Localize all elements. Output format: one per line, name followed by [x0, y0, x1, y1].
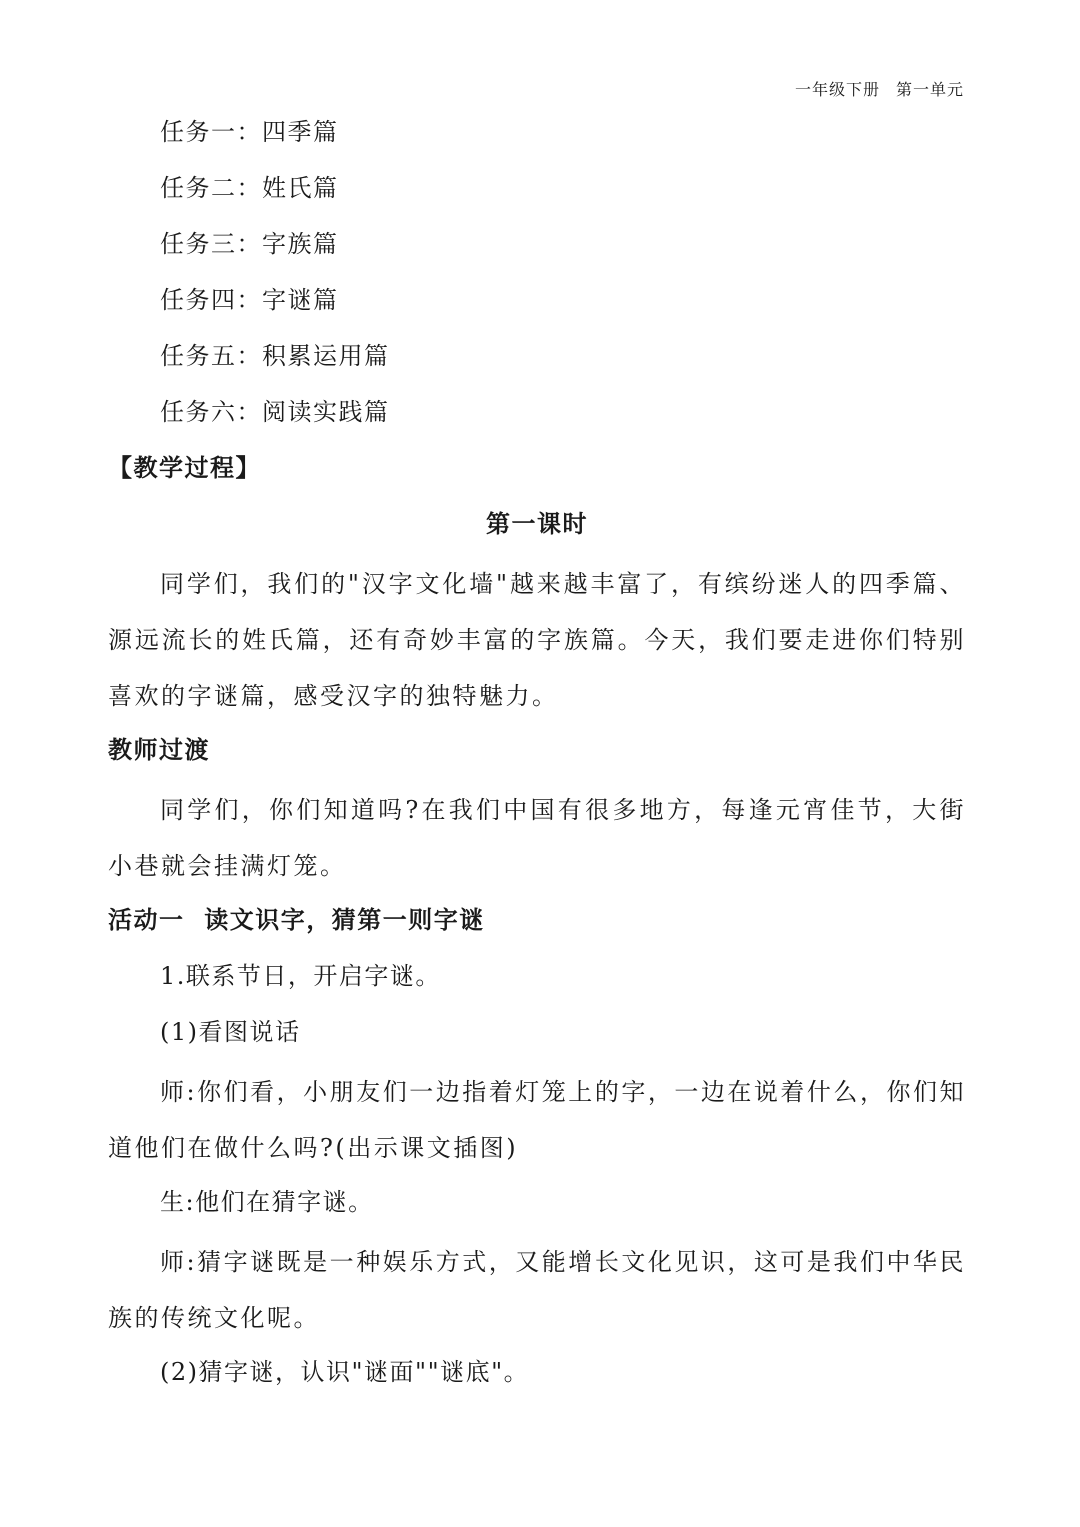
task-item: 任务六：阅读实践篇 [160, 398, 390, 426]
transition-paragraph: 同学们，你们知道吗?在我们中国有很多地方，每逢元宵佳节，大街小巷就会挂满灯笼。 [108, 796, 966, 880]
page-content [108, 108, 966, 1404]
page-header [795, 77, 964, 100]
step-1-1: (1)看图说话 [160, 1018, 301, 1046]
lesson-title: 第一课时 [486, 509, 588, 538]
section-heading: 【教学过程】 [108, 453, 261, 482]
task-item: 任务三：字族篇 [160, 230, 339, 258]
teacher-question-1: 师:你们看，小朋友们一边指着灯笼上的字，一边在说着什么，你们知道他们在做什么吗?(出示课文插图) [108, 1078, 966, 1162]
header-grade: 一年级下册 [794, 80, 880, 99]
task-item: 任务二：姓氏篇 [160, 174, 339, 202]
intro-paragraph: 同学们，我们的"汉字文化墙"越来越丰富了，有缤纷迷人的四季篇、源远流长的姓氏篇，还有奇妙丰富的字族篇。今天，我们要走进你们特别喜欢的字谜篇，感受汉字的独特魅力。 [108, 570, 966, 710]
step-1: 1.联系节日，开启字谜。 [160, 962, 441, 990]
teacher-remark-2: 师:猜字谜既是一种娱乐方式，又能增长文化见识，这可是我们中华民族的传统文化呢。 [108, 1248, 966, 1332]
task-item: 任务一：四季篇 [160, 118, 339, 146]
transition-heading: 教师过渡 [108, 735, 210, 764]
step-1-2: (2)猜字谜，认识"谜面""谜底"。 [160, 1358, 530, 1386]
task-item: 任务五：积累运用篇 [160, 342, 390, 370]
task-item: 任务四：字谜篇 [160, 286, 339, 314]
header-unit: 第一单元 [895, 80, 964, 99]
activity-heading: 活动一 读文识字，猜第一则字谜 [108, 905, 485, 934]
student-answer-1: 生:他们在猜字谜。 [160, 1188, 374, 1216]
